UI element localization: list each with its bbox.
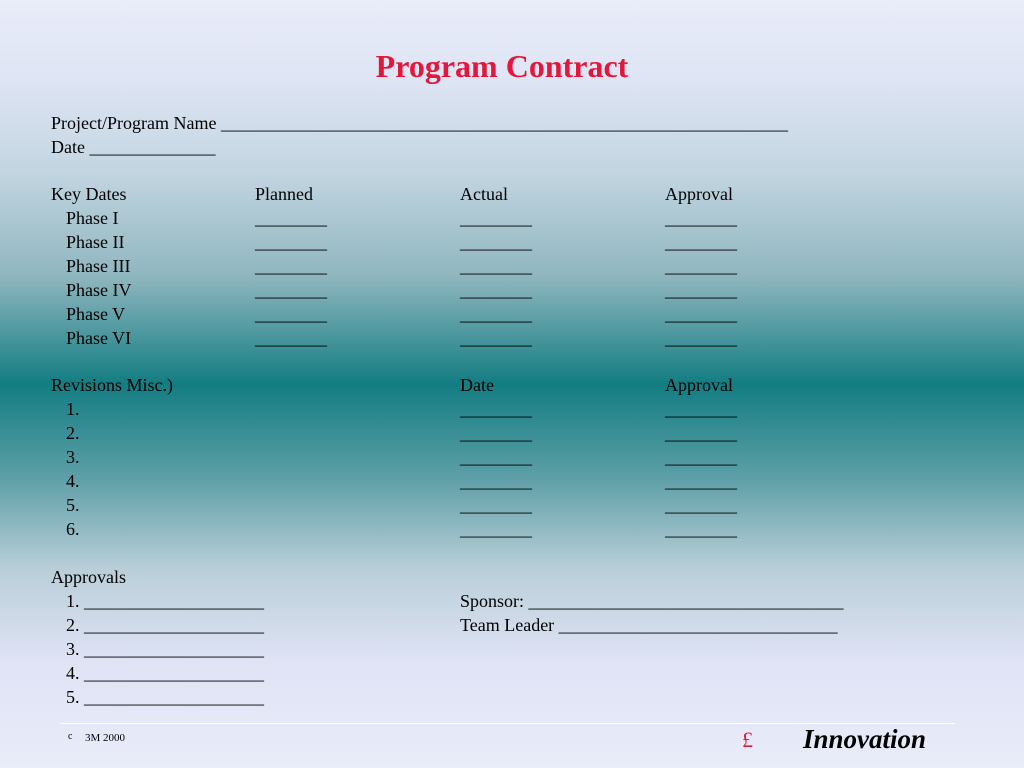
planned-header: Planned xyxy=(255,184,313,204)
phase-label: Phase II xyxy=(66,232,125,252)
approval-blank: ________ xyxy=(665,232,737,252)
revision-date-blank: ________ xyxy=(460,495,532,515)
approval-blank: ________ xyxy=(665,208,737,228)
actual-blank: ________ xyxy=(460,256,532,276)
approval-line: 2. ____________________ xyxy=(66,615,264,635)
approval-line: 5. ____________________ xyxy=(66,687,264,707)
approvals-label: Approvals xyxy=(51,567,126,587)
actual-blank: ________ xyxy=(460,208,532,228)
approval-line: 1. ____________________ xyxy=(66,591,264,611)
revision-number: 1. xyxy=(66,399,80,419)
project-name-line: Project/Program Name _______________________________________________________________ xyxy=(51,113,788,133)
revision-approval-header: Approval xyxy=(665,375,733,395)
revision-date-blank: ________ xyxy=(460,519,532,539)
planned-blank: ________ xyxy=(255,256,327,276)
revision-date-blank: ________ xyxy=(460,423,532,443)
revision-number: 4. xyxy=(66,471,80,491)
planned-blank: ________ xyxy=(255,304,327,324)
approval-header: Approval xyxy=(665,184,733,204)
approval-blank: ________ xyxy=(665,280,737,300)
revision-date-blank: ________ xyxy=(460,471,532,491)
page-title: Program Contract xyxy=(375,48,629,84)
phase-label: Phase I xyxy=(66,208,119,228)
revision-approval-blank: ________ xyxy=(665,519,737,539)
revision-approval-blank: ________ xyxy=(665,471,737,491)
revision-approval-blank: ________ xyxy=(665,399,737,419)
date-line: Date ______________ xyxy=(51,137,216,157)
key-dates-label: Key Dates xyxy=(51,184,127,204)
revision-number: 5. xyxy=(66,495,80,515)
phase-label: Phase IV xyxy=(66,280,132,300)
sponsor-line: Sponsor: ___________________________________ xyxy=(460,591,844,611)
approval-blank: ________ xyxy=(665,256,737,276)
brand-innovation: Innovation xyxy=(803,724,927,754)
planned-blank: ________ xyxy=(255,232,327,252)
revision-date-header: Date xyxy=(460,375,494,395)
approval-line: 3. ____________________ xyxy=(66,639,264,659)
revision-date-blank: ________ xyxy=(460,399,532,419)
actual-blank: ________ xyxy=(460,328,532,348)
actual-blank: ________ xyxy=(460,232,532,252)
copyright-mark: c xyxy=(68,731,73,742)
revisions-label: Revisions Misc.) xyxy=(51,375,174,395)
phase-label: Phase VI xyxy=(66,328,132,348)
actual-blank: ________ xyxy=(460,304,532,324)
revision-approval-blank: ________ xyxy=(665,423,737,443)
copyright-text: 3M 2000 xyxy=(85,732,126,744)
actual-header: Actual xyxy=(460,184,508,204)
actual-blank: ________ xyxy=(460,280,532,300)
planned-blank: ________ xyxy=(255,208,327,228)
team-leader-line: Team Leader _______________________________ xyxy=(460,615,838,635)
revision-number: 2. xyxy=(66,423,80,443)
approval-blank: ________ xyxy=(665,304,737,324)
revision-approval-blank: ________ xyxy=(665,447,737,467)
phase-label: Phase V xyxy=(66,304,126,324)
planned-blank: ________ xyxy=(255,280,327,300)
revision-number: 3. xyxy=(66,447,80,467)
pound-icon: £ xyxy=(742,727,753,752)
approval-blank: ________ xyxy=(665,328,737,348)
revision-number: 6. xyxy=(66,519,80,539)
planned-blank: ________ xyxy=(255,328,327,348)
revision-date-blank: ________ xyxy=(460,447,532,467)
approval-line: 4. ____________________ xyxy=(66,663,264,683)
revision-approval-blank: ________ xyxy=(665,495,737,515)
phase-label: Phase III xyxy=(66,256,131,276)
